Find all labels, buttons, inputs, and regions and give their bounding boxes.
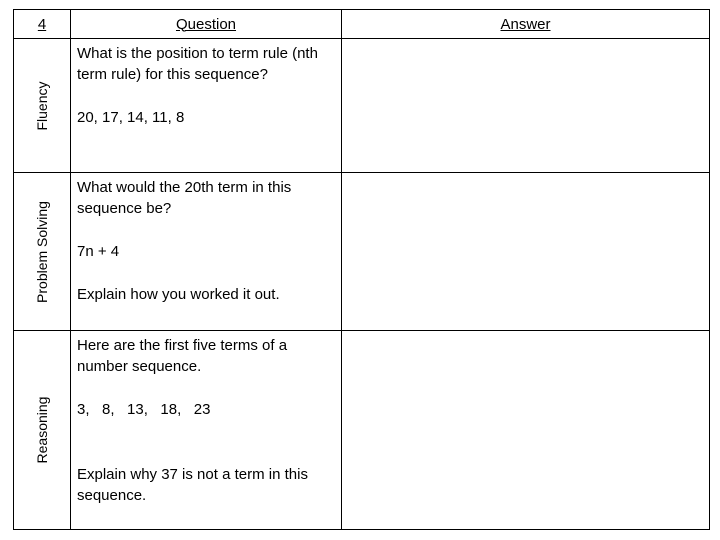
header-row bbox=[14, 10, 710, 39]
question-cell bbox=[71, 331, 342, 530]
question-cell bbox=[71, 39, 342, 173]
category-cell bbox=[14, 331, 71, 530]
category-cell bbox=[14, 173, 71, 331]
question-cell bbox=[71, 173, 342, 331]
category-cell bbox=[14, 39, 71, 173]
question-text: What is the position to term rule (nth term rule) for this sequence? bbox=[77, 45, 318, 83]
sequence-text: 20, 17, 14, 11, 8 bbox=[77, 109, 185, 126]
category-label: Problem Solving bbox=[34, 200, 50, 303]
answer-column-header: Answer bbox=[342, 10, 710, 39]
instruction-text: Explain how you worked it out. bbox=[77, 286, 280, 303]
table-row bbox=[14, 39, 710, 173]
category-label: Reasoning bbox=[34, 396, 50, 464]
answer-cell[interactable] bbox=[342, 39, 710, 173]
instruction-text: Explain why 37 is not a term in this sequence. bbox=[77, 466, 308, 504]
rule-text: 7n + 4 bbox=[77, 243, 120, 260]
table-row bbox=[14, 331, 710, 530]
question-column-header: Question bbox=[71, 10, 342, 39]
answer-cell[interactable] bbox=[342, 331, 710, 530]
question-text: Here are the first five terms of a number sequence. bbox=[77, 337, 288, 375]
question-text: What would the 20th term in this sequence be? bbox=[77, 179, 292, 217]
category-label: Fluency bbox=[34, 80, 50, 131]
worksheet bbox=[13, 9, 710, 530]
answer-cell[interactable] bbox=[342, 173, 710, 331]
question-table bbox=[13, 9, 710, 530]
table-row bbox=[14, 173, 710, 331]
question-number: 4 bbox=[14, 10, 71, 39]
sequence-text: 3, 8, 13, 18, 23 bbox=[77, 401, 211, 418]
